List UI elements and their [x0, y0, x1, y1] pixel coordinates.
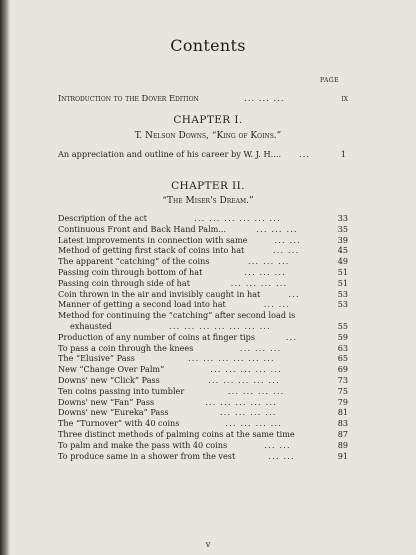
toc-entry-page: 35 [337, 223, 348, 234]
toc-entry-page: 73 [337, 374, 348, 385]
toc-entry-page: 69 [337, 364, 348, 375]
page-column-heading: PAGE [320, 77, 339, 84]
toc-entry [58, 310, 348, 321]
toc-entry [58, 407, 348, 418]
toc-entry-label: New “Change Over Palm” [58, 364, 165, 375]
toc-entry [58, 451, 348, 462]
toc-entry [58, 278, 348, 289]
toc-entry [58, 321, 348, 332]
toc-entry-page: 83 [337, 418, 348, 429]
toc-entry-page: 1 [340, 149, 346, 159]
toc-entry-label: Three distinct methods of palming coins at the same time [58, 428, 295, 439]
toc-entry-page: 51 [337, 277, 348, 288]
toc-entry-label: The apparent “catching” of the coins [58, 256, 210, 267]
leader-dots: ... ... ... ... ... [210, 364, 282, 375]
toc-entry-appreciation [58, 149, 346, 159]
toc-entry-label: Downs' new “Click” Pass [58, 374, 160, 385]
leader-dots: ... ... ... ... ... ... [194, 213, 281, 223]
toc-entry-label: Method of getting first stack of coins into hat [58, 245, 245, 256]
toc-entry-label: Passing coin through side of hat [58, 277, 190, 288]
leader-dots: ... ... [272, 245, 300, 256]
toc-entry [58, 375, 348, 386]
page-title: Contents [170, 36, 246, 55]
leader-dots: ... [285, 331, 298, 342]
toc-entry-label: Downs' new “Eureka” Pass [58, 407, 169, 418]
toc-entry-page: 63 [337, 342, 348, 353]
toc-entry-page: 75 [337, 385, 348, 396]
toc-entry-label: Latest improvements in connection with same [58, 234, 248, 245]
toc-entry-page: 55 [337, 320, 348, 331]
toc-entry [58, 353, 348, 364]
toc-entry [58, 418, 348, 429]
toc-entry-page: 33 [337, 213, 348, 223]
toc-entry-page: 87 [337, 428, 348, 439]
toc-entry-label: Ten coins passing into tumbler [58, 385, 185, 396]
leader-dots: ... ... ... ... [227, 385, 285, 396]
toc-entry-page: 65 [337, 353, 348, 364]
toc-entry [58, 386, 348, 397]
chapter-2-heading: CHAPTER II. [171, 180, 245, 192]
toc-entry [58, 256, 348, 267]
leader-dots: ... ... ... [244, 93, 285, 103]
toc-entry-label: Manner of getting a second load into hat [58, 299, 226, 310]
leader-dots: ... ... [263, 299, 291, 310]
leader-dots: ... ... ... ... ... ... ... [169, 320, 271, 331]
toc-entry-page: ix [341, 93, 348, 103]
toc-entry [58, 245, 348, 256]
chapter-2-entries [58, 213, 348, 461]
toc-entry-page: 49 [337, 256, 348, 267]
leader-dots: ... ... ... ... [219, 407, 277, 418]
leader-dots: ... ... ... [248, 256, 290, 267]
toc-entry [58, 299, 348, 310]
chapter-1-subtitle: T. Nelson Downs, “King of Koins.” [134, 131, 282, 141]
leader-dots: ... ... ... ... ... ... [188, 353, 275, 364]
leader-dots: ... [288, 288, 300, 299]
toc-entry-intro [58, 93, 348, 103]
leader-dots: ... ... ... ... [230, 277, 288, 288]
toc-entry-label: The “Turnover” with 40 coins [58, 418, 180, 429]
toc-entry-label: To palm and make the pass with 40 coins [58, 439, 228, 450]
toc-entry-label: Production of any number of coins at finger tips [58, 331, 255, 342]
toc-entry-label: Coin thrown in the air and invisibly caught in hat [58, 288, 261, 299]
toc-entry [58, 235, 348, 246]
toc-entry-label: To pass a coin through the knees [58, 342, 194, 353]
toc-entry-page: 53 [337, 299, 348, 310]
chapter-1-heading: CHAPTER I. [173, 114, 243, 126]
toc-entry-page: 53 [337, 288, 348, 299]
toc-entry-label: Method for continuing the “catching” after second load is [58, 310, 296, 321]
toc-entry-page: 81 [337, 407, 348, 418]
toc-entry-label: Continuous Front and Back Hand Palm... [58, 223, 227, 234]
toc-entry [58, 213, 348, 224]
leader-dots: ... ... ... [256, 223, 298, 234]
leader-dots: ... ... ... [244, 266, 286, 277]
toc-entry [58, 364, 348, 375]
leader-dots: ... ... ... ... ... [205, 396, 277, 407]
leader-dots: ... ... [274, 234, 301, 245]
toc-entry [58, 267, 348, 278]
toc-entry [58, 429, 348, 440]
leader-dots: ... ... ... ... ... [208, 374, 280, 385]
toc-entry [58, 332, 348, 343]
toc-entry-page: 59 [337, 331, 348, 342]
toc-entry [58, 440, 348, 451]
leader-dots: ... ... [264, 439, 291, 450]
toc-entry-page: 45 [337, 245, 348, 256]
book-spine-shadow [0, 0, 10, 555]
toc-entry-label: Downs' new “Fan” Pass [58, 396, 155, 407]
toc-entry-page: 79 [337, 396, 348, 407]
toc-entry-label: The “Elusive” Pass [58, 353, 135, 364]
toc-entry [58, 343, 348, 354]
chapter-2-subtitle: “The Miser's Dream.” [162, 196, 254, 206]
toc-entry-label: Description of the act [58, 213, 147, 223]
leader-dots: ... [299, 149, 310, 159]
toc-entry-page: 51 [337, 266, 348, 277]
toc-entry [58, 289, 348, 300]
toc-entry-page: 91 [337, 450, 348, 461]
leader-dots: ... ... [268, 450, 295, 461]
leader-dots: ... ... ... ... [225, 418, 282, 429]
toc-entry-page: 39 [337, 234, 348, 245]
toc-entry-label: Introduction to the Dover Edition [58, 93, 199, 103]
toc-entry-label: An appreciation and outline of his career by W. J. H.... [58, 149, 282, 159]
toc-entry-label: To produce same in a shower from the vest [58, 450, 236, 461]
toc-entry-page: 89 [337, 439, 348, 450]
page-number: v [205, 540, 211, 549]
leader-dots: ... ... ... [239, 342, 282, 353]
toc-entry [58, 397, 348, 408]
toc-entry [58, 224, 348, 235]
toc-entry-label: exhausted [70, 320, 112, 331]
toc-entry-label: Passing coin through bottom of hat [58, 266, 203, 277]
